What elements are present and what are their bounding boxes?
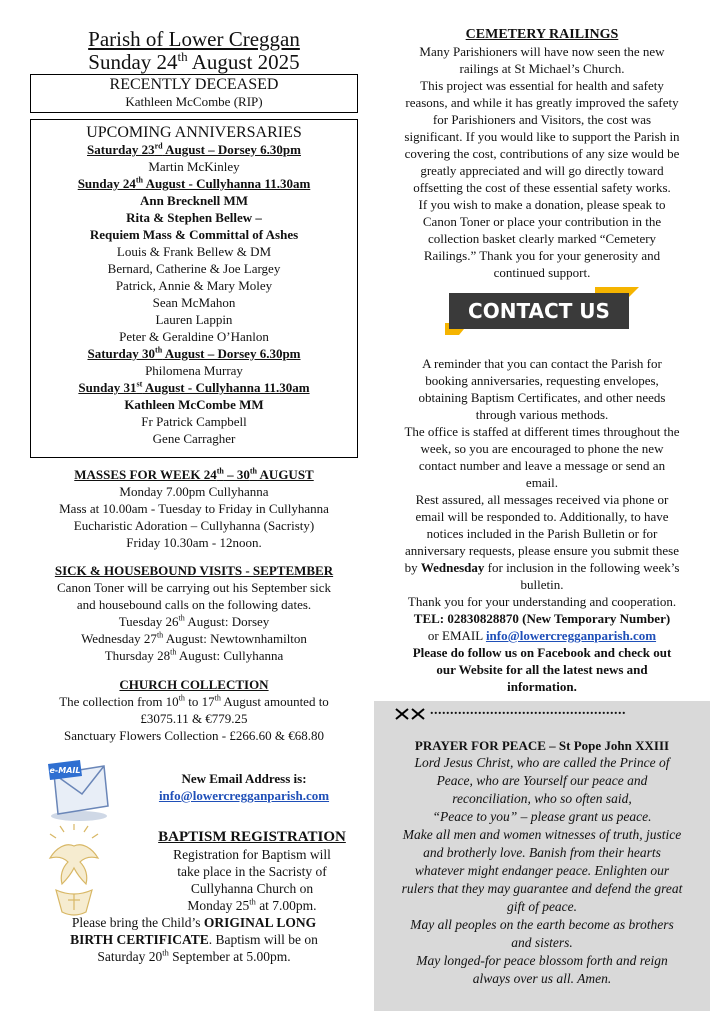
collection-amount: £3075.11 & €779.25 bbox=[140, 711, 248, 726]
anniversary-name: Sean McMahon bbox=[152, 295, 236, 310]
cemetery-text bbox=[374, 43, 710, 281]
cemetery-line: covering the cost, contributions of any size would be bbox=[404, 146, 680, 161]
contact-email-link[interactable]: info@lowercregganparish.com bbox=[485, 628, 657, 643]
prayer-line: and sisters. bbox=[511, 935, 573, 950]
anniversary-date-heading bbox=[31, 345, 357, 362]
contact-line: anniversary requests, please ensure you submit these bbox=[404, 543, 679, 558]
anniversary-name: Martin McKinley bbox=[148, 159, 240, 174]
date-suffix: th bbox=[155, 345, 163, 355]
prayer-line: Make all men and women witnesses of truth, justice bbox=[402, 827, 682, 842]
sick-date: Tuesday 26th August: Dorsey bbox=[118, 613, 270, 629]
masses-line: Mass at 10.00am - Tuesday to Friday in Cullyhanna bbox=[59, 501, 329, 516]
email-envelope-icon bbox=[46, 760, 112, 822]
prayer-line: reconciliation, who so often said, bbox=[452, 791, 632, 806]
sick-visits-title: SICK & HOUSEBOUND VISITS - SEPTEMBER bbox=[54, 563, 334, 578]
email-heading: New Email Address is: bbox=[181, 771, 307, 786]
anniversary-name: Fr Patrick Campbell bbox=[141, 414, 247, 429]
contact-email-line: or EMAIL info@lowercregganparish.com bbox=[427, 628, 657, 643]
baptism-line: take place in the Sacristy of bbox=[177, 864, 327, 879]
date-suffix: st bbox=[136, 379, 143, 389]
collection-title: CHURCH COLLECTION bbox=[119, 677, 269, 692]
prayer-line: and brotherly love. Banish from their hearts bbox=[423, 845, 661, 860]
sick-visits-section bbox=[30, 562, 358, 664]
anniversary-name: Bernard, Catherine & Joe Largey bbox=[107, 261, 281, 276]
anniversaries-heading: UPCOMING ANNIVERSARIES bbox=[86, 124, 302, 141]
deceased-name: Kathleen McCombe (RIP) bbox=[125, 94, 263, 109]
anniversary-name: Requiem Mass & Committal of Ashes bbox=[89, 227, 299, 242]
cemetery-line: greatly appreciated and will go directly toward bbox=[420, 163, 664, 178]
contact-us-text: CONTACT US bbox=[468, 299, 610, 323]
contact-line: email will be responded to. Additionally, to have bbox=[415, 509, 669, 524]
prayer-line: always over us all. Amen. bbox=[472, 971, 612, 986]
anniversary-name: Louis & Frank Bellew & DM bbox=[116, 244, 272, 259]
contact-line: by Wednesday for inclusion in the following week’s bbox=[404, 560, 680, 575]
prayer-divider bbox=[374, 703, 710, 725]
contact-line: Rest assured, all messages received via phone or bbox=[415, 492, 669, 507]
bulletin-date: Sunday 24th August 2025 bbox=[88, 49, 300, 74]
cemetery-line: collection basket clearly marked “Cemetery bbox=[427, 231, 657, 246]
contact-line: obtaining Baptism Certificates, and other needs bbox=[418, 390, 666, 405]
cemetery-line: for Parishioners and Visitors, the cost was bbox=[432, 112, 652, 127]
recently-deceased-box bbox=[30, 74, 358, 113]
masses-section bbox=[30, 466, 358, 551]
sick-date: Thursday 28th August: Cullyhanna bbox=[104, 647, 284, 663]
date-location: August – Dorsey 6.30pm bbox=[162, 346, 301, 361]
cemetery-line: reasons, and while it has greatly improved the safety bbox=[405, 95, 679, 110]
contact-us-graphic bbox=[445, 287, 639, 335]
date-suffix: th bbox=[135, 175, 144, 185]
cemetery-line: Many Parishioners will have now seen the new bbox=[419, 44, 665, 59]
baptism-note: BIRTH CERTIFICATE. Baptism will be on bbox=[70, 932, 318, 947]
contact-line: through various methods. bbox=[475, 407, 609, 422]
prayer-line: gift of peace. bbox=[506, 899, 578, 914]
anniversary-date-heading bbox=[31, 141, 357, 158]
anniversary-name: Philomena Murray bbox=[145, 363, 243, 378]
baptism-line: Cullyhanna Church on bbox=[190, 881, 314, 896]
cemetery-line: If you wish to make a donation, please speak to bbox=[418, 197, 666, 212]
cemetery-line: offsetting the cost of these essential safety works. bbox=[413, 180, 671, 195]
baptism-note: Please bring the Child’s ORIGINAL LONG bbox=[71, 915, 317, 930]
contact-line: The office is staffed at different times throughout the bbox=[404, 424, 680, 439]
date-location: August – Dorsey 6.30pm bbox=[162, 142, 301, 157]
date-location: August - Cullyhanna 11.30am bbox=[142, 380, 310, 395]
flowers-collection: Sanctuary Flowers Collection - £266.60 & €68.80 bbox=[64, 728, 324, 743]
email-link[interactable]: info@lowercregganparish.com bbox=[158, 788, 330, 803]
scissors-icon bbox=[394, 707, 428, 721]
contact-line: booking anniversaries, requesting envelopes, bbox=[425, 373, 659, 388]
masses-title: MASSES FOR WEEK 24th – 30th AUGUST bbox=[74, 466, 314, 482]
contact-line: contact number and leave a message or send an bbox=[418, 458, 666, 473]
baptism-line: Registration for Baptism will bbox=[173, 847, 331, 862]
cemetery-line: This project was essential for health and safety bbox=[420, 78, 664, 93]
parish-title: Parish of Lower Creggan bbox=[88, 27, 300, 51]
sick-intro: and housebound calls on the following dates. bbox=[76, 597, 312, 612]
follow-line: Please do follow us on Facebook and check out bbox=[412, 645, 672, 660]
masses-line: Friday 10.30am - 12noon. bbox=[126, 535, 262, 550]
prayer-text bbox=[374, 754, 710, 988]
prayer-line: rulers that they may guarantee and defend the great bbox=[401, 881, 683, 896]
collection-line: The collection from 10th to 17th August amounted to bbox=[59, 693, 329, 709]
cemetery-title: CEMETERY RAILINGS bbox=[465, 27, 619, 42]
anniversary-name: Ann Brecknell MM bbox=[139, 193, 249, 208]
left-column bbox=[30, 0, 358, 965]
prayer-box bbox=[374, 701, 710, 1011]
anniversary-name: Rita & Stephen Bellew – bbox=[126, 210, 262, 225]
contact-us-banner bbox=[445, 287, 639, 335]
prayer-line: Lord Jesus Christ, who are called the Prince of bbox=[414, 755, 670, 770]
prayer-line: May all peoples on the earth become as brothers bbox=[410, 917, 674, 932]
cemetery-line: Railings.” Thank you for your generosity and bbox=[423, 248, 661, 263]
contact-tel: TEL: 02830828870 (New Temporary Number) bbox=[413, 611, 671, 626]
date-location: August - Cullyhanna 11.30am bbox=[143, 176, 311, 191]
divider-dots: ................................................. bbox=[430, 703, 626, 718]
contact-thanks: Thank you for your understanding and cooperation. bbox=[407, 594, 677, 609]
baptism-title: BAPTISM REGISTRATION bbox=[158, 829, 346, 845]
baptism-dove-icon bbox=[36, 824, 112, 920]
cemetery-line: railings at St Michael’s Church. bbox=[459, 61, 625, 76]
contact-section bbox=[374, 355, 710, 695]
anniversary-date-heading bbox=[31, 175, 357, 192]
contact-line: A reminder that you can contact the Parish for bbox=[422, 356, 662, 371]
follow-line: information. bbox=[507, 679, 577, 694]
anniversary-name: Patrick, Annie & Mary Moley bbox=[115, 278, 273, 293]
prayer-line: Peace, who are Yourself our peace and bbox=[436, 773, 648, 788]
email-icon-label: e-MAIL bbox=[49, 766, 81, 775]
email-section bbox=[30, 760, 358, 824]
masses-line: Eucharistic Adoration – Cullyhanna (Sacristy) bbox=[73, 518, 315, 533]
cemetery-line: continued support. bbox=[493, 265, 591, 280]
contact-line: week, so you are encouraged to phone the new bbox=[420, 441, 664, 456]
anniversary-name: Gene Carragher bbox=[152, 431, 236, 446]
date-part: Sunday 31 bbox=[78, 380, 137, 395]
cemetery-section bbox=[374, 26, 710, 281]
prayer-line: whatever might endanger peace. Enlighten our bbox=[414, 863, 670, 878]
cemetery-line: Canon Toner or place your contribution in the bbox=[422, 214, 662, 229]
cemetery-line: significant. If you would like to support the Parish in bbox=[404, 129, 680, 144]
prayer-line: “Peace to you” – please grant us peace. bbox=[432, 809, 652, 824]
recently-deceased-heading: RECENTLY DECEASED bbox=[109, 76, 279, 93]
right-column bbox=[374, 0, 710, 695]
sick-date: Wednesday 27th August: Newtownhamilton bbox=[81, 630, 307, 646]
date-part: Sunday 24 bbox=[77, 176, 136, 191]
anniversary-name: Lauren Lappin bbox=[155, 312, 233, 327]
church-collection-section bbox=[30, 676, 358, 744]
masses-line: Monday 7.00pm Cullyhanna bbox=[119, 484, 269, 499]
contact-text bbox=[374, 355, 710, 559]
contact-line: bulletin. bbox=[520, 577, 564, 592]
prayer-line: May longed-for peace blossom forth and reign bbox=[416, 953, 668, 968]
date-part: Saturday 23 bbox=[87, 142, 155, 157]
baptism-section bbox=[30, 828, 358, 965]
contact-line: notices included in the Parish Bulletin or for bbox=[426, 526, 658, 541]
contact-line: email. bbox=[525, 475, 559, 490]
baptism-date: Monday 25th at 7.00pm. bbox=[187, 897, 317, 913]
sick-intro: Canon Toner will be carrying out his September sick bbox=[57, 580, 331, 595]
date-suffix: rd bbox=[154, 141, 163, 151]
anniversary-name: Peter & Geraldine O’Hanlon bbox=[119, 329, 269, 344]
date-part: Saturday 30 bbox=[87, 346, 156, 361]
follow-line: our Website for all the latest news and bbox=[436, 662, 648, 677]
anniversary-date-heading bbox=[31, 379, 357, 396]
baptism-note: Saturday 20th September at 5.00pm. bbox=[97, 948, 291, 964]
prayer-title: PRAYER FOR PEACE – St Pope John XXIII bbox=[414, 738, 670, 753]
anniversary-name: Kathleen McCombe MM bbox=[124, 397, 264, 412]
anniversaries-box bbox=[30, 119, 358, 458]
anniversary-groups bbox=[31, 141, 357, 447]
